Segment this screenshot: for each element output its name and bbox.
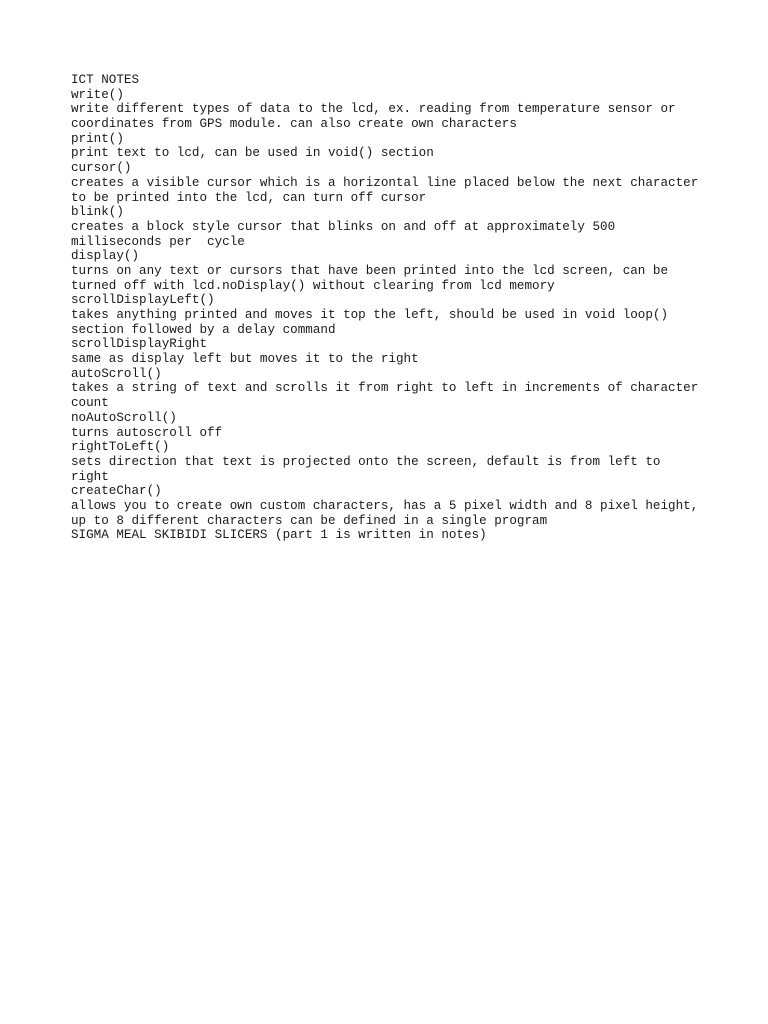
- function-heading-right-to-left: rightToLeft(): [71, 440, 170, 455]
- description-line: allows you to create own custom characters, has a 5 pixel width and 8 pixel height,: [71, 498, 699, 513]
- closing-note: SIGMA MEAL SKIBIDI SLICERS (part 1 is written in notes): [71, 528, 487, 543]
- document-title: ICT NOTES: [71, 73, 140, 87]
- description-line: takes anything printed and moves it top the left, should be used in void loop(): [71, 308, 669, 322]
- function-heading-scroll-display-left: scrollDisplayLeft(): [71, 293, 215, 308]
- function-heading-write: write(): [71, 87, 124, 102]
- notes-text-block: [71, 73, 731, 543]
- function-heading-blink: blink(): [71, 205, 124, 220]
- description-line: write different types of data to the lcd, ex. reading from temperature sensor or: [71, 102, 676, 117]
- description-line: turned off with lcd.noDisplay() without clearing from lcd memory: [71, 278, 555, 293]
- description-line: count: [71, 396, 109, 411]
- description-line: turns autoscroll off: [71, 425, 223, 440]
- description-line: takes a string of text and scrolls it from right to left in increments of character: [71, 381, 699, 396]
- function-heading-create-char: createChar(): [71, 484, 162, 499]
- description-line: same as display left but moves it to the right: [71, 352, 419, 367]
- function-heading-cursor: cursor(): [71, 161, 132, 176]
- function-heading-display: display(): [71, 249, 140, 264]
- description-line: creates a block style cursor that blinks on and off at approximately 500: [71, 219, 616, 234]
- function-heading-auto-scroll: autoScroll(): [71, 366, 162, 381]
- description-line: right: [71, 469, 109, 484]
- description-line: turns on any text or cursors that have been printed into the lcd screen, can be: [71, 263, 669, 278]
- function-heading-print: print(): [71, 131, 124, 146]
- description-line: up to 8 different characters can be defined in a single program: [71, 513, 548, 528]
- description-line: sets direction that text is projected onto the screen, default is from left to: [71, 454, 661, 469]
- description-line: print text to lcd, can be used in void() section: [71, 146, 434, 161]
- function-heading-no-auto-scroll: noAutoScroll(): [71, 410, 177, 425]
- description-line: to be printed into the lcd, can turn off cursor: [71, 190, 427, 205]
- description-line: section followed by a delay command: [71, 322, 336, 337]
- description-line: coordinates from GPS module. can also create own characters: [71, 117, 517, 132]
- function-heading-scroll-display-right: scrollDisplayRight: [71, 337, 208, 352]
- description-line: creates a visible cursor which is a horizontal line placed below the next character: [71, 175, 699, 190]
- description-line: milliseconds per cycle: [71, 234, 245, 249]
